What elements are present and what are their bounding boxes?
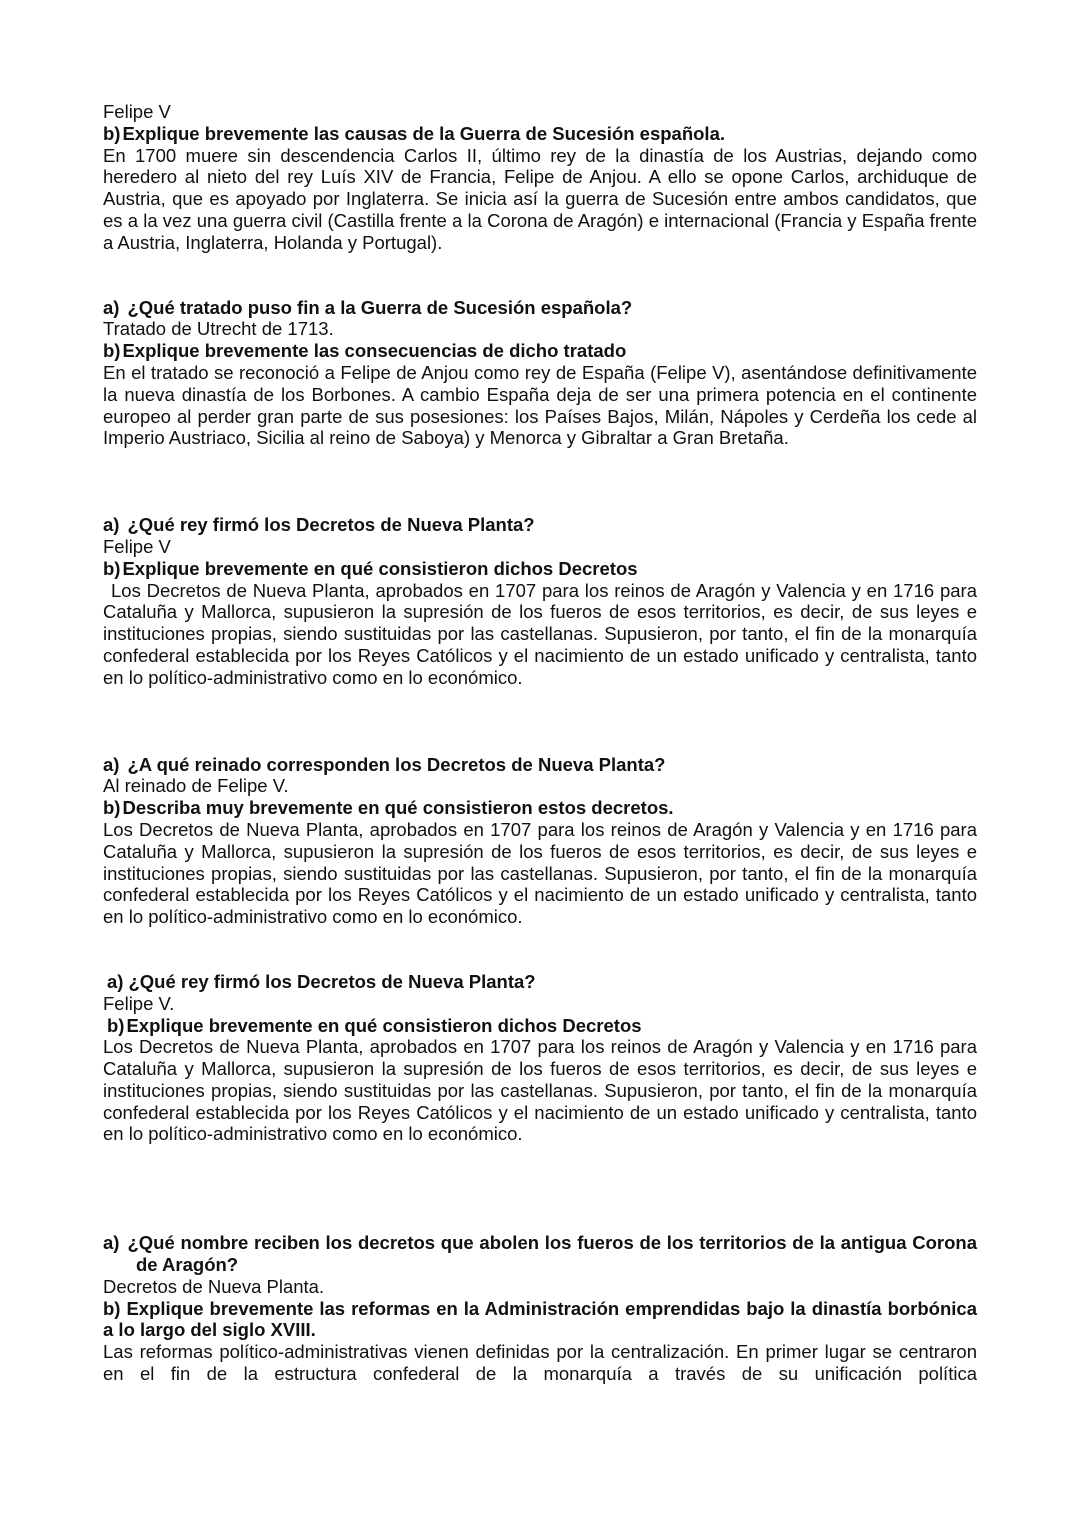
label-a: a) — [103, 1232, 119, 1254]
question-b: b) Explique brevemente las consecuencias de dicho tratado — [103, 340, 977, 362]
qa-block-6 — [103, 1232, 977, 1385]
label-b: b) — [107, 1015, 124, 1037]
qa-block-2 — [103, 297, 977, 450]
question-a: a) ¿Qué nombre reciben los decretos que abolen los fueros de los territorios de la antigua Corona de Aragón? — [103, 1232, 977, 1276]
question-a: a) ¿Qué tratado puso fin a la Guerra de Sucesión española? — [103, 297, 977, 319]
label-b: b) — [103, 1298, 120, 1320]
answer-b: Los Decretos de Nueva Planta, aprobados en 1707 para los reinos de Aragón y Valencia y en 1716 para Cataluña y Mallorca, supusieron la supresión de los fueros de esos territorios, es decir, de sus leyes e instituciones propias, siendo sustituidas por las castellanas. Supusieron, por tanto, el fin de la monarquía confederal establecida por los Reyes Católicos y el nacimiento de un estado unificado y centralista, tanto en lo político-administrativo como en lo económico. — [103, 818, 977, 928]
answer-b: En el tratado se reconoció a Felipe de Anjou como rey de España (Felipe V), asentándose definitivamente la nueva dinastía de los Borbones. A cambio España deja de ser una primera potencia en el continente europeo al perder gran parte de sus posesiones: los Países Bajos, Milán, Nápoles y Cerdeña los cede al Imperio Austriaco, Sicilia al reino de Saboya) y Menorca y Gibraltar a Gran Bretaña. — [103, 361, 977, 449]
question-b: b) Explique brevemente en qué consistieron dichos Decretos — [103, 1015, 977, 1037]
answer-b: Las reformas político-administrativas vienen definidas por la centralización. En primer lugar se centraron en el fin de la estructura confederal de la monarquía a través de su unificación política — [103, 1341, 977, 1385]
label-b: b) — [103, 340, 120, 362]
answer-a: Felipe V — [103, 101, 171, 122]
qa-block-1 — [103, 101, 977, 254]
question-b: b) Describa muy brevemente en qué consistieron estos decretos. — [103, 797, 674, 819]
qa-block-4 — [103, 754, 977, 928]
document-page — [103, 101, 977, 1385]
label-b: b) — [103, 558, 120, 580]
label-a: a) — [103, 297, 119, 319]
answer-a: Felipe V. — [103, 992, 175, 1014]
answer-b: Los Decretos de Nueva Planta, aprobados en 1707 para los reinos de Aragón y Valencia y en 1716 para Cataluña y Mallorca, supusieron la supresión de los fueros de esos territorios, es decir, de sus leyes e instituciones propias, siendo sustituidas por las castellanas. Supusieron, por tanto, el fin de la monarquía confederal establecida por los Reyes Católicos y el nacimiento de un estado unificado y centralista, tanto en lo político-administrativo como en lo económico. — [103, 1036, 977, 1145]
qa-block-3 — [103, 514, 977, 688]
label-a: a) — [103, 514, 119, 536]
answer-a: Al reinado de Felipe V. — [103, 775, 289, 797]
question-b: b) Explique brevemente las reformas en la Administración emprendidas bajo la dinastía borbónica a lo largo del siglo XVIII. — [103, 1298, 977, 1342]
label-a: a) — [107, 971, 123, 993]
answer-b: Los Decretos de Nueva Planta, aprobados en 1707 para los reinos de Aragón y Valencia y en 1716 para Cataluña y Mallorca, supusieron la supresión de los fueros de esos territorios, es decir, de sus leyes e instituciones propias, siendo sustituidas por las castellanas. Supusieron, por tanto, el fin de la monarquía confederal establecida por los Reyes Católicos y el nacimiento de un estado unificado y centralista, tanto en lo político-administrativo como en lo económico. — [103, 579, 977, 688]
label-a: a) — [103, 754, 119, 776]
label-b: b) — [103, 123, 120, 145]
answer-a: Tratado de Utrecht de 1713. — [103, 318, 334, 340]
qa-block-5 — [103, 971, 977, 1145]
question-a: a) ¿Qué rey firmó los Decretos de Nueva Planta? — [103, 971, 977, 993]
question-a: a) ¿Qué rey firmó los Decretos de Nueva Planta? — [103, 514, 977, 536]
label-b: b) — [103, 797, 121, 819]
answer-a: Felipe V — [103, 535, 171, 557]
answer-a: Decretos de Nueva Planta. — [103, 1275, 325, 1297]
question-b: b) Explique brevemente las causas de la Guerra de Sucesión española. — [103, 123, 977, 145]
question-b: b) Explique brevemente en qué consistieron dichos Decretos — [103, 558, 977, 580]
question-a: a) ¿A qué reinado corresponden los Decretos de Nueva Planta? — [103, 754, 977, 776]
answer-b: En 1700 muere sin descendencia Carlos II, último rey de la dinastía de los Austrias, dejando como heredero al nieto del rey Luís XIV de Francia, Felipe de Anjou. A ello se opone Carlos, archiduque de Austria, que es apoyado por Inglaterra. Se inicia así la guerra de Sucesión entre ambos candidatos, que es a la vez una guerra civil (Castilla frente a la Corona de Aragón) e internacional (Francia y España frente a Austria, Inglaterra, Holanda y Portugal). — [103, 144, 977, 253]
